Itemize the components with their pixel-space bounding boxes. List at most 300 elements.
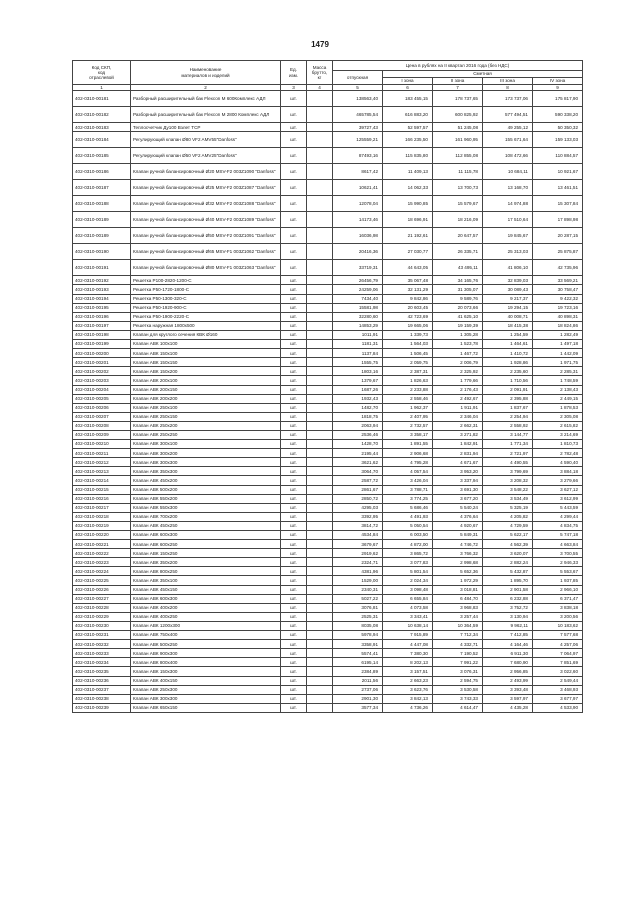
- price-zone-3: 4 205,82: [483, 512, 533, 521]
- price-zone-3: 3 144,77: [483, 430, 533, 439]
- column-number: 5: [333, 85, 383, 91]
- price-zone-4: 2 615,82: [533, 421, 583, 430]
- item-mass: [307, 440, 333, 449]
- price-zone-4: 10 183,62: [533, 621, 583, 630]
- item-name: Клапан АВК 300х300: [131, 458, 281, 467]
- item-code: 402-0310-00206: [73, 403, 131, 412]
- item-mass: [307, 107, 333, 123]
- price-zone-1: 18 696,91: [383, 212, 433, 228]
- price-otpusk: 26456,79: [333, 276, 383, 285]
- item-unit: шт.: [281, 91, 307, 107]
- item-unit: шт.: [281, 567, 307, 576]
- item-unit: шт.: [281, 276, 307, 285]
- price-zone-2: 1 972,29: [433, 576, 483, 585]
- price-zone-4: 7 577,68: [533, 631, 583, 640]
- item-mass: [307, 180, 333, 196]
- price-zone-1: 3 774,25: [383, 494, 433, 503]
- item-name: Клапан АВК 250х150: [131, 412, 281, 421]
- column-number: 6: [383, 85, 433, 91]
- item-code: 402-0310-00233: [73, 649, 131, 658]
- price-zone-1: 35 067,48: [383, 276, 433, 285]
- item-mass: [307, 658, 333, 667]
- price-zone-3: 5 325,19: [483, 503, 533, 512]
- item-name: Клапан АВК 400х150: [131, 676, 281, 685]
- price-zone-2: 26 335,71: [433, 244, 483, 260]
- item-mass: [307, 467, 333, 476]
- price-zone-4: 3 214,69: [533, 430, 583, 439]
- price-zone-4: 30 758,47: [533, 285, 583, 294]
- price-zone-2: 178 737,65: [433, 91, 483, 107]
- item-unit: шт.: [281, 594, 307, 603]
- item-mass: [307, 676, 333, 685]
- table-body: [73, 91, 583, 713]
- item-mass: [307, 285, 333, 294]
- price-zone-2: 3 968,83: [433, 603, 483, 612]
- item-code: 402-0310-00237: [73, 685, 131, 694]
- price-otpusk: 2063,94: [333, 421, 383, 430]
- price-zone-3: 41 806,10: [483, 260, 533, 276]
- price-zone-2: 4 332,71: [433, 640, 483, 649]
- item-code: 402-0310-00200: [73, 349, 131, 358]
- price-zone-4: 13 461,51: [533, 180, 583, 196]
- item-mass: [307, 621, 333, 630]
- item-unit: шт.: [281, 312, 307, 321]
- item-code: 402-0310-00189: [73, 228, 131, 244]
- price-zone-1: 4 736,26: [383, 703, 433, 712]
- price-zone-3: 1 410,72: [483, 349, 533, 358]
- item-name: Регулирующий клапан Ø80 VF2 AMV55"Danfoss": [131, 132, 281, 148]
- price-zone-2: 3 530,58: [433, 685, 483, 694]
- item-unit: шт.: [281, 303, 307, 312]
- item-name: Клапан ручной балансировочный Ø65 MSV-F1 003Z1062 "Danfoss": [131, 244, 281, 260]
- price-otpusk: 4534,84: [333, 531, 383, 540]
- price-zone-3: 3 620,07: [483, 549, 533, 558]
- table-row: [73, 694, 583, 703]
- price-otpusk: 1687,26: [333, 385, 383, 394]
- table-row: [73, 212, 583, 228]
- item-mass: [307, 603, 333, 612]
- price-zone-4: 6 371,47: [533, 594, 583, 603]
- table-row: [73, 585, 583, 594]
- item-unit: шт.: [281, 349, 307, 358]
- price-zone-1: 7 380,30: [383, 649, 433, 658]
- item-code: 402-0310-00215: [73, 485, 131, 494]
- table-row: [73, 164, 583, 180]
- price-otpusk: 2011,56: [333, 676, 383, 685]
- item-name: Клапан АВК 600х300: [131, 531, 281, 540]
- item-unit: шт.: [281, 694, 307, 703]
- price-otpusk: 1555,75: [333, 358, 383, 367]
- price-zone-4: 1 497,18: [533, 340, 583, 349]
- item-name: Клапан АВК 350х100: [131, 576, 281, 585]
- price-zone-3: 18 415,38: [483, 321, 533, 330]
- price-zone-1: 4 073,58: [383, 603, 433, 612]
- item-unit: шт.: [281, 585, 307, 594]
- item-mass: [307, 244, 333, 260]
- price-zone-3: 4 729,59: [483, 521, 533, 530]
- table-row: [73, 667, 583, 676]
- price-otpusk: 2525,31: [333, 612, 383, 621]
- price-zone-2: 51 245,08: [433, 123, 483, 132]
- item-unit: шт.: [281, 421, 307, 430]
- price-otpusk: 1482,70: [333, 403, 383, 412]
- price-zone-2: 7 991,22: [433, 658, 483, 667]
- item-unit: шт.: [281, 228, 307, 244]
- price-zone-1: 32 131,29: [383, 285, 433, 294]
- price-zone-3: 3 130,94: [483, 612, 533, 621]
- column-number: 4: [307, 85, 333, 91]
- price-zone-2: 1 523,78: [433, 340, 483, 349]
- item-code: 402-0310-00231: [73, 631, 131, 640]
- item-mass: [307, 549, 333, 558]
- item-mass: [307, 503, 333, 512]
- price-zone-1: 2 663,23: [383, 676, 433, 685]
- item-mass: [307, 330, 333, 339]
- table-row: [73, 603, 583, 612]
- price-zone-4: 42 735,96: [533, 260, 583, 276]
- price-zone-4: 3 022,60: [533, 667, 583, 676]
- price-zone-3: 13 168,70: [483, 180, 533, 196]
- item-unit: шт.: [281, 123, 307, 132]
- price-zone-3: 14 974,88: [483, 196, 533, 212]
- price-zone-2: 31 305,07: [433, 285, 483, 294]
- item-code: 402-0310-00220: [73, 531, 131, 540]
- price-otpusk: 1818,75: [333, 412, 383, 421]
- item-mass: [307, 576, 333, 585]
- item-code: 402-0310-00223: [73, 558, 131, 567]
- price-zone-2: 13 700,73: [433, 180, 483, 196]
- price-zone-3: 2 395,88: [483, 394, 533, 403]
- price-otpusk: 2587,72: [333, 476, 383, 485]
- price-zone-4: 25 875,87: [533, 244, 583, 260]
- price-otpusk: 5574,41: [333, 649, 383, 658]
- item-mass: [307, 367, 333, 376]
- price-zone-1: 4 872,00: [383, 540, 433, 549]
- price-otpusk: 1181,31: [333, 340, 383, 349]
- price-zone-1: 2 059,75: [383, 358, 433, 367]
- price-zone-2: 20 073,66: [433, 303, 483, 312]
- item-mass: [307, 148, 333, 164]
- price-zone-3: 40 008,71: [483, 312, 533, 321]
- price-zone-4: 3 612,99: [533, 494, 583, 503]
- item-unit: шт.: [281, 631, 307, 640]
- price-zone-4: 33 569,21: [533, 276, 583, 285]
- price-zone-2: 34 165,76: [433, 276, 483, 285]
- price-otpusk: 465785,54: [333, 107, 383, 123]
- item-code: 402-0310-00195: [73, 303, 131, 312]
- item-unit: шт.: [281, 521, 307, 530]
- price-zone-4: 3 468,93: [533, 685, 583, 694]
- item-code: 402-0310-00190: [73, 244, 131, 260]
- table-row: [73, 594, 583, 603]
- price-zone-1: 6 003,50: [383, 531, 433, 540]
- header-zone-3: III зона: [483, 78, 533, 85]
- item-name: Клапан АВК 700х200: [131, 512, 281, 521]
- item-code: 402-0310-00232: [73, 640, 131, 649]
- price-zone-1: 6 655,84: [383, 594, 433, 603]
- table-row: [73, 703, 583, 712]
- price-zone-1: 1 564,03: [383, 340, 433, 349]
- item-unit: шт.: [281, 640, 307, 649]
- item-code: 402-0310-00209: [73, 430, 131, 439]
- item-code: 402-0310-00219: [73, 521, 131, 530]
- price-otpusk: 4295,03: [333, 503, 383, 512]
- price-zone-4: 159 133,03: [533, 132, 583, 148]
- price-zone-4: 7 851,69: [533, 658, 583, 667]
- item-code: 402-0310-00189: [73, 212, 131, 228]
- price-zone-1: 7 915,89: [383, 631, 433, 640]
- table-row: [73, 303, 583, 312]
- item-name: Разборный расширительный бак Flexcon M 2800 Комплекс АДЛ: [131, 107, 281, 123]
- price-otpusk: 5978,94: [333, 631, 383, 640]
- item-unit: шт.: [281, 440, 307, 449]
- item-mass: [307, 412, 333, 421]
- item-unit: шт.: [281, 367, 307, 376]
- item-mass: [307, 458, 333, 467]
- price-otpusk: 3679,67: [333, 540, 383, 549]
- price-zone-4: 2 285,31: [533, 367, 583, 376]
- item-name: Клапан АВК 200х200: [131, 394, 281, 403]
- item-mass: [307, 631, 333, 640]
- price-zone-4: 1 971,75: [533, 358, 583, 367]
- price-otpusk: 2901,30: [333, 694, 383, 703]
- table-row: [73, 576, 583, 585]
- price-zone-3: 17 510,64: [483, 212, 533, 228]
- item-name: Решетка Р50-1300-320-С: [131, 294, 281, 303]
- price-zone-1: 166 235,50: [383, 132, 433, 148]
- price-zone-1: 10 638,14: [383, 621, 433, 630]
- price-zone-4: 2 449,15: [533, 394, 583, 403]
- item-name: Клапан АВК 250х300: [131, 685, 281, 694]
- price-zone-3: 19 845,67: [483, 228, 533, 244]
- table-row: [73, 467, 583, 476]
- item-unit: шт.: [281, 212, 307, 228]
- price-zone-2: 112 855,08: [433, 148, 483, 164]
- price-zone-2: 7 190,52: [433, 649, 483, 658]
- price-zone-3: 3 208,32: [483, 476, 533, 485]
- item-unit: шт.: [281, 676, 307, 685]
- item-code: 402-0310-00230: [73, 621, 131, 630]
- item-code: 402-0310-00234: [73, 658, 131, 667]
- item-name: Клапан АВК 450х200: [131, 476, 281, 485]
- price-zone-1: 27 030,77: [383, 244, 433, 260]
- table-row: [73, 494, 583, 503]
- price-zone-3: 19 294,15: [483, 303, 533, 312]
- item-name: Клапан АВК 600х300: [131, 594, 281, 603]
- price-zone-3: 30 089,43: [483, 285, 533, 294]
- price-zone-4: 4 834,75: [533, 521, 583, 530]
- item-name: Клапан АВК 550х200: [131, 494, 281, 503]
- item-unit: шт.: [281, 558, 307, 567]
- price-zone-1: 2 387,31: [383, 367, 433, 376]
- price-zone-4: 1 442,09: [533, 349, 583, 358]
- price-zone-4: 4 257,06: [533, 640, 583, 649]
- price-zone-3: 6 232,88: [483, 594, 533, 603]
- header-price-group: Цена в рублях на II квартал 2016 года (без НДС): [333, 61, 583, 71]
- item-code: 402-0310-00199: [73, 340, 131, 349]
- price-zone-3: 3 752,72: [483, 603, 533, 612]
- price-zone-2: 3 018,81: [433, 585, 483, 594]
- item-mass: [307, 567, 333, 576]
- price-zone-4: 110 884,57: [533, 148, 583, 164]
- price-zone-4: 20 287,15: [533, 228, 583, 244]
- item-name: Клапан АВК 250х100: [131, 403, 281, 412]
- item-name: Клапан АВК 650х150: [131, 703, 281, 712]
- price-otpusk: 12078,04: [333, 196, 383, 212]
- price-zone-3: 32 839,03: [483, 276, 533, 285]
- price-otpusk: 8617,42: [333, 164, 383, 180]
- item-name: Клапан АВК 550х300: [131, 503, 281, 512]
- item-name: Регулирующий клапан Ø50 VF2 AMV25"Danfoss": [131, 148, 281, 164]
- item-unit: шт.: [281, 612, 307, 621]
- price-zone-3: 2 493,99: [483, 676, 533, 685]
- item-code: 402-0310-00227: [73, 594, 131, 603]
- item-unit: шт.: [281, 196, 307, 212]
- price-zone-3: 3 799,69: [483, 467, 533, 476]
- price-zone-1: 4 057,54: [383, 467, 433, 476]
- price-otpusk: 2737,06: [333, 685, 383, 694]
- item-name: Клапан ручной балансировочный Ø40 MSV-F2 003Z1089 "Danfoss": [131, 212, 281, 228]
- item-mass: [307, 685, 333, 694]
- price-zone-1: 52 597,57: [383, 123, 433, 132]
- item-name: Клапан АВК 1200х300: [131, 621, 281, 630]
- price-otpusk: 3392,95: [333, 512, 383, 521]
- price-zone-4: 2 966,10: [533, 585, 583, 594]
- price-zone-4: 1 748,59: [533, 376, 583, 385]
- item-unit: шт.: [281, 430, 307, 439]
- price-zone-3: 2 901,58: [483, 585, 533, 594]
- item-code: 402-0310-00187: [73, 180, 131, 196]
- price-zone-3: 1 771,34: [483, 440, 533, 449]
- item-mass: [307, 294, 333, 303]
- price-zone-2: 1 911,91: [433, 403, 483, 412]
- price-zone-3: 1 928,86: [483, 358, 533, 367]
- price-zone-4: 19 723,16: [533, 303, 583, 312]
- item-unit: шт.: [281, 649, 307, 658]
- price-zone-3: 49 255,12: [483, 123, 533, 132]
- item-name: Клапан АВК 250х200: [131, 421, 281, 430]
- item-name: Решетка Р50-1720-1800-С: [131, 285, 281, 294]
- price-zone-3: 173 737,06: [483, 91, 533, 107]
- table-row: [73, 123, 583, 132]
- price-zone-4: 590 338,20: [533, 107, 583, 123]
- item-mass: [307, 196, 333, 212]
- item-unit: шт.: [281, 458, 307, 467]
- price-zone-2: 43 495,11: [433, 260, 483, 276]
- price-zone-2: 15 579,67: [433, 196, 483, 212]
- price-zone-3: 3 548,22: [483, 485, 533, 494]
- price-zone-2: 3 337,94: [433, 476, 483, 485]
- price-zone-3: 25 313,03: [483, 244, 533, 260]
- item-code: 402-0310-00203: [73, 376, 131, 385]
- table-row: [73, 358, 583, 367]
- price-zone-4: 5 553,67: [533, 567, 583, 576]
- price-otpusk: 3358,91: [333, 640, 383, 649]
- item-unit: шт.: [281, 549, 307, 558]
- item-unit: шт.: [281, 180, 307, 196]
- item-code: 402-0310-00211: [73, 449, 131, 458]
- table-row: [73, 540, 583, 549]
- item-unit: шт.: [281, 107, 307, 123]
- price-zone-4: 10 921,67: [533, 164, 583, 180]
- price-zone-1: 3 098,48: [383, 585, 433, 594]
- item-mass: [307, 321, 333, 330]
- price-otpusk: 16036,98: [333, 228, 383, 244]
- table-row: [73, 476, 583, 485]
- item-name: Клапан АВК 150х200: [131, 367, 281, 376]
- item-unit: шт.: [281, 494, 307, 503]
- price-zone-2: 3 677,20: [433, 494, 483, 503]
- table-row: [73, 91, 583, 107]
- price-zone-1: 15 990,85: [383, 196, 433, 212]
- item-name: Клапан АВК 450х250: [131, 521, 281, 530]
- item-unit: шт.: [281, 685, 307, 694]
- item-name: Клапан АВК 300х200: [131, 449, 281, 458]
- price-otpusk: 39727,43: [333, 123, 383, 132]
- column-number: 1: [73, 85, 131, 91]
- price-zone-2: 5 540,24: [433, 503, 483, 512]
- item-name: Клапан АВК 400х250: [131, 612, 281, 621]
- price-zone-1: 2 233,88: [383, 385, 433, 394]
- item-code: 402-0310-00218: [73, 512, 131, 521]
- price-zone-1: 11 409,13: [383, 164, 433, 180]
- price-zone-2: 3 766,32: [433, 549, 483, 558]
- price-zone-4: 2 305,08: [533, 412, 583, 421]
- item-code: 402-0310-00213: [73, 467, 131, 476]
- price-otpusk: 14853,29: [333, 321, 383, 330]
- item-mass: [307, 594, 333, 603]
- item-name: Клапан АВК 450х150: [131, 585, 281, 594]
- item-name: Разборный расширительный бак Flexcon M 600Комплекс АДЛ: [131, 91, 281, 107]
- item-code: 402-0310-00235: [73, 667, 131, 676]
- table-row: [73, 394, 583, 403]
- item-code: 402-0310-00210: [73, 440, 131, 449]
- header-smetnaya: Сметная: [383, 71, 583, 78]
- table-row: [73, 512, 583, 521]
- item-name: Клапан АВК 150х300: [131, 667, 281, 676]
- item-unit: шт.: [281, 132, 307, 148]
- item-mass: [307, 558, 333, 567]
- price-zone-2: 1 842,91: [433, 440, 483, 449]
- table-row: [73, 612, 583, 621]
- item-name: Клапан АВК 500х250: [131, 640, 281, 649]
- table-row: [73, 367, 583, 376]
- table-row: [73, 421, 583, 430]
- item-name: Клапан ручной балансировочный Ø32 MSV-F2 003Z1088 "Danfoss": [131, 196, 281, 212]
- item-mass: [307, 228, 333, 244]
- header-mass: Масса брутто, кг: [307, 61, 333, 85]
- item-mass: [307, 358, 333, 367]
- price-zone-1: 42 723,69: [383, 312, 433, 321]
- price-zone-4: 3 627,12: [533, 485, 583, 494]
- price-otpusk: 1529,00: [333, 576, 383, 585]
- price-zone-3: 4 435,28: [483, 703, 533, 712]
- item-unit: шт.: [281, 412, 307, 421]
- price-otpusk: 2195,44: [333, 449, 383, 458]
- price-zone-2: 4 614,47: [433, 703, 483, 712]
- item-name: Клапан АВК 400х200: [131, 603, 281, 612]
- price-zone-2: 2 325,92: [433, 367, 483, 376]
- price-zone-1: 616 883,20: [383, 107, 433, 123]
- price-zone-4: 3 884,18: [533, 467, 583, 476]
- price-zone-1: 1 962,37: [383, 403, 433, 412]
- price-otpusk: 15581,98: [333, 303, 383, 312]
- price-zone-2: 20 647,57: [433, 228, 483, 244]
- price-zone-3: 2 558,92: [483, 421, 533, 430]
- price-zone-2: 2 662,31: [433, 421, 483, 430]
- price-zone-1: 2 906,68: [383, 449, 433, 458]
- price-zone-3: 2 882,24: [483, 558, 533, 567]
